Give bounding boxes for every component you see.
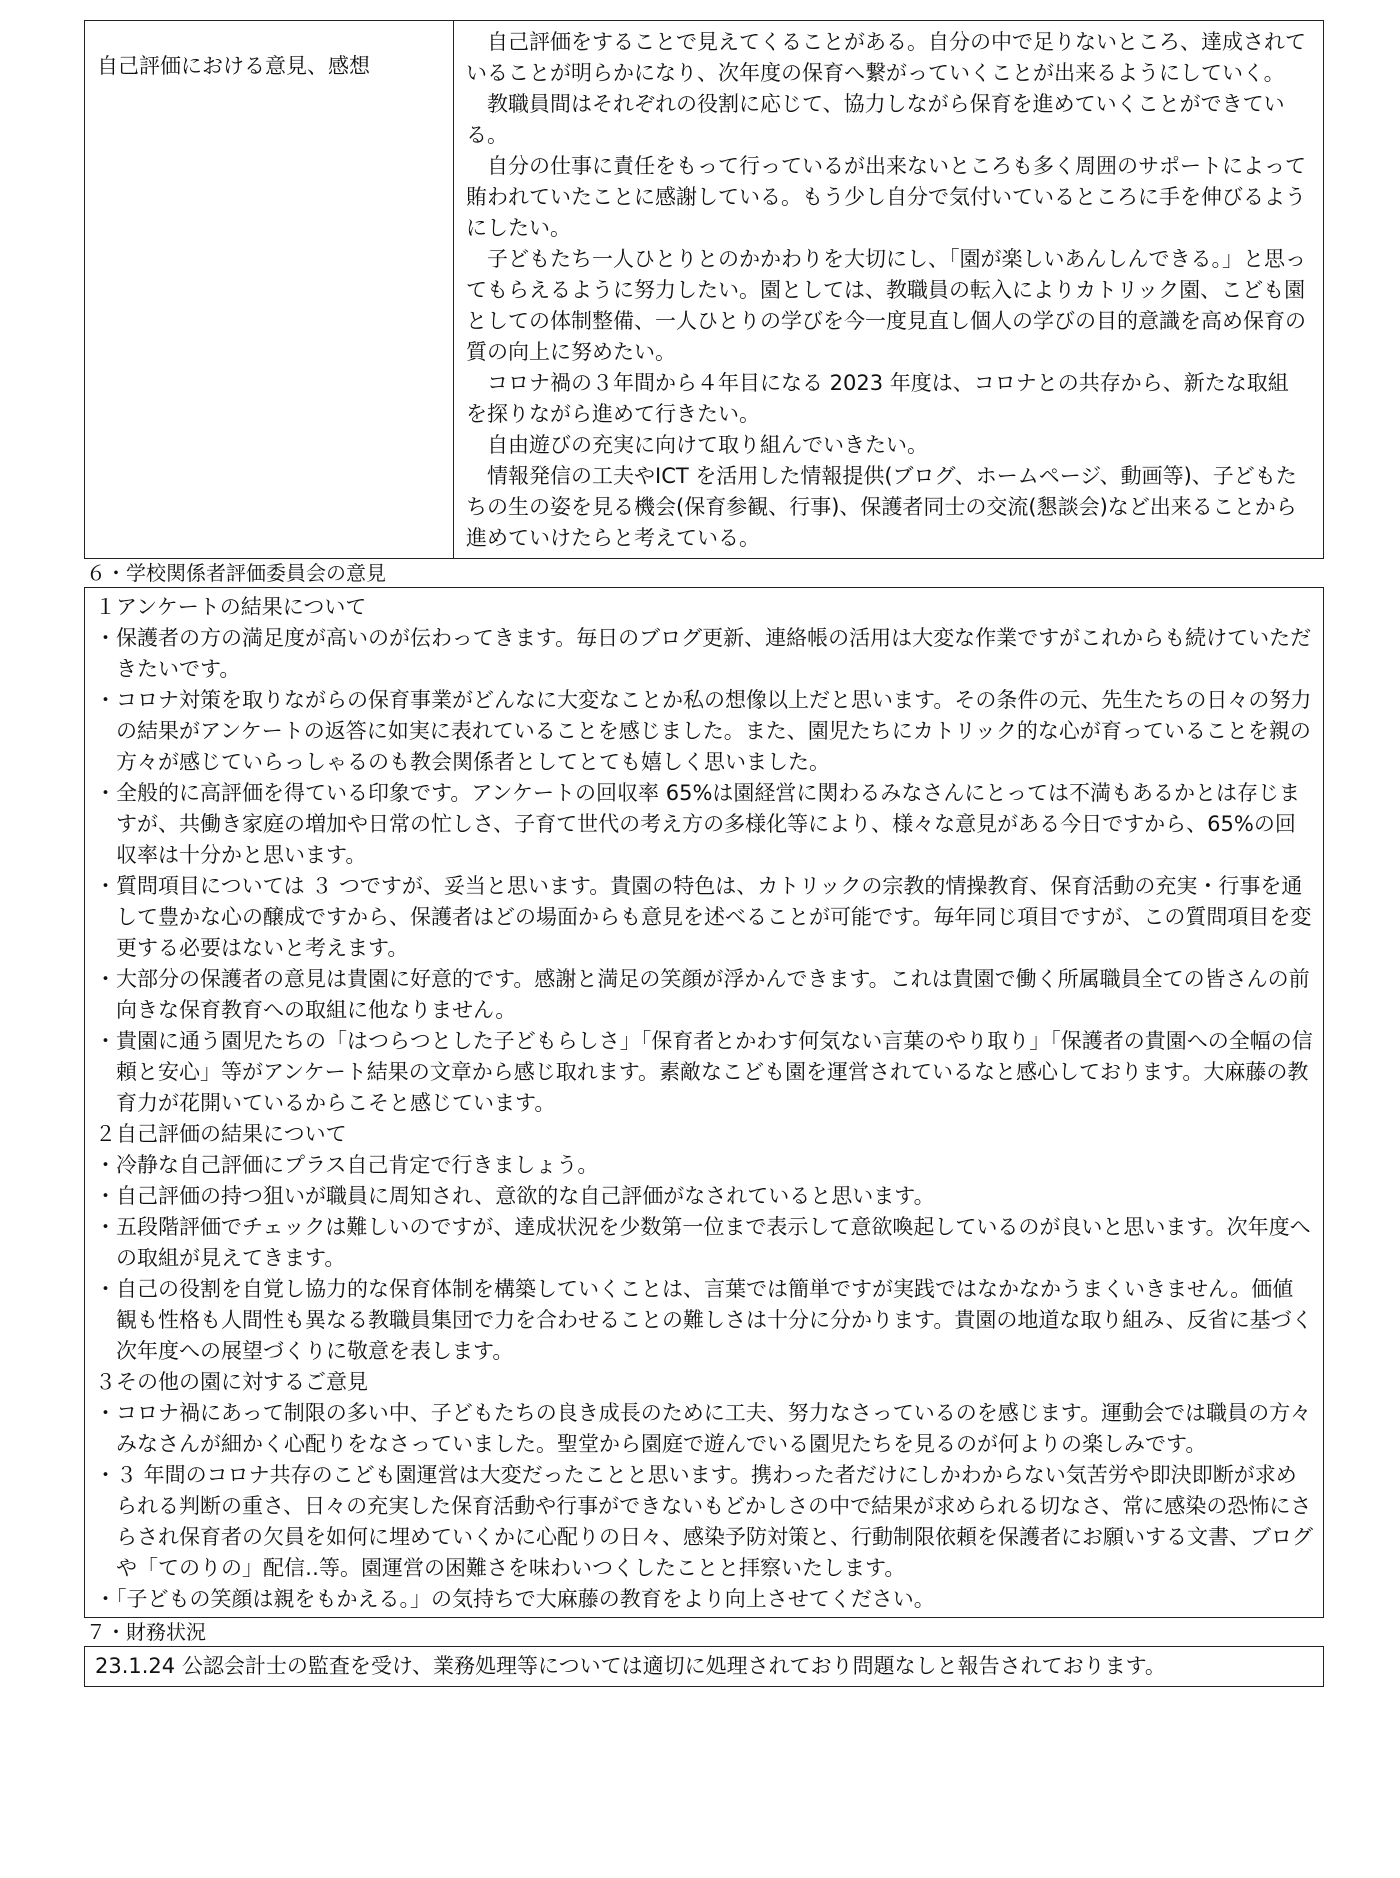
bullet-item: ・大部分の保護者の意見は貴園に好意的です。感謝と満足の笑顔が浮かんできます。これは貴園で働く所属職員全ての皆さんの前向きな保育教育への取組に他なりません。: [95, 967, 1310, 1022]
bullet-item: ・全般的に高評価を得ている印象です。アンケートの回収率 65%は園経営に関わるみなさんにとっては不満もあるかとは存じますが、共働き家庭の増加や日常の忙しさ、子育て世代の考え方の多様化等により、様々な意見がある今日ですから、65%の回収率は十分かと思います。: [95, 781, 1300, 867]
self-evaluation-paragraph: 自由遊びの充実に向けて取り組んでいきたい。: [487, 433, 928, 457]
self-evaluation-table: [84, 20, 1324, 559]
bullet-item: ・貴園に通う園児たちの「はつらつとした子どもらしさ」「保育者とかわす何気ない言葉のやり取り」「保護者の貴園への全幅の信頼と安心」等がアンケート結果の文章から感じ取れます。素敵なこども園を運営されているなと感心しております。大麻藤の教育力が花開いているからこそと感じています。: [95, 1029, 1313, 1115]
finance-box: [84, 1646, 1324, 1687]
bullet-item: ・質問項目については ３ つですが、妥当と思います。貴園の特色は、カトリックの宗教的情操教育、保育活動の充実・行事を通して豊かな心の醸成ですから、保護者はどの場面からも意見を述べることが可能です。毎年同じ項目ですが、この質問項目を変更する必要はないと考えます。: [95, 874, 1312, 960]
subsection-heading: １アンケートの結果について: [95, 595, 367, 619]
bullet-item: ・自己評価の持つ狙いが職員に周知され、意欲的な自己評価がなされていると思います。: [95, 1184, 935, 1208]
bullet-item: ・自己の役割を自覚し協力的な保育体制を構築していくことは、言葉では簡単ですが実践ではなかなかうまくいきません。価値観も性格も人間性も異なる教職員集団で力を合わせることの難しさは十分に分かります。貴園の地道な取り組み、反省に基づく次年度への展望づくりに敬意を表します。: [95, 1277, 1313, 1363]
bullet-item: ・「子どもの笑顔は親をもかえる。」の気持ちで大麻藤の教育をより向上させてください。: [95, 1587, 935, 1611]
committee-section-title: ６・学校関係者評価委員会の意見: [86, 561, 386, 585]
self-evaluation-paragraph: 子どもたち一人ひとりとのかかわりを大切にし、「園が楽しいあんしんできる。」と思ってもらえるように努力したい。園としては、教職員の転入によりカトリック園、こども園としての体制整備、一人ひとりの学びを今一度見直し個人の学びの目的意識を高め保育の質の向上に努めたい。: [466, 247, 1306, 364]
finance-section-title: ７・財務状況: [86, 1620, 206, 1644]
self-evaluation-paragraph: 自分の仕事に責任をもって行っているが出来ないところも多く周囲のサポートによって賄われていたことに感謝している。もう少し自分で気付いているところに手を伸びるようにしたい。: [466, 154, 1306, 240]
committee-opinion-box: [84, 587, 1324, 1618]
bullet-item: ・五段階評価でチェックは難しいのですが、達成状況を少数第一位まで表示して意欲喚起しているのが良いと思います。次年度への取組が見えてきます。: [95, 1215, 1311, 1270]
bullet-item: ・コロナ禍にあって制限の多い中、子どもたちの良き成長のために工夫、努力なさっているのを感じます。運動会では職員の方々みなさんが細かく心配りをなさっていました。聖堂から園庭で遊んでいる園児たちを見るのが何よりの楽しみです。: [95, 1401, 1312, 1456]
subsection-heading: ２自己評価の結果について: [95, 1122, 347, 1146]
bullet-item: ・保護者の方の満足度が高いのが伝わってきます。毎日のブログ更新、連絡帳の活用は大変な作業ですがこれからも続けていただきたいです。: [95, 626, 1312, 681]
finance-text: 23.1.24 公認会計士の監査を受け、業務処理等については適切に処理されており問題なしと報告されております。: [95, 1654, 1166, 1678]
self-evaluation-label: 自己評価における意見、感想: [85, 21, 454, 559]
self-evaluation-body: [454, 21, 1324, 559]
self-evaluation-paragraph: 教職員間はそれぞれの役割に応じて、協力しながら保育を進めていくことができている。: [466, 92, 1285, 147]
subsection-heading: ３その他の園に対するご意見: [95, 1370, 368, 1394]
bullet-item: ・３ 年間のコロナ共存のこども園運営は大変だったことと思います。携わった者だけにしかわからない気苦労や即決即断が求められる判断の重さ、日々の充実した保育活動や行事ができないもどかしさの中で結果が求められる切なさ、常に感染の恐怖にさらされ保育者の欠員を如何に埋めていくかに心配りの日々、感染予防対策と、行動制限依頼を保護者にお願いする文書、ブログや「てのりの」配信‥等。園運営の困難さを味わいつくしたことと拝察いたします。: [95, 1463, 1313, 1580]
self-evaluation-paragraph: 情報発信の工夫やICT を活用した情報提供(ブログ、ホームページ、動画等)、子どもたちの生の姿を見る機会(保育参観、行事)、保護者同士の交流(懇談会)など出来ることから進めていけたらと考えている。: [466, 464, 1297, 550]
bullet-item: ・冷静な自己評価にプラス自己肯定で行きましょう。: [95, 1153, 599, 1177]
self-evaluation-paragraph: 自己評価をすることで見えてくることがある。自分の中で足りないところ、達成されていることが明らかになり、次年度の保育へ繋がっていくことが出来るようにしていく。: [466, 30, 1306, 85]
document-page: [84, 20, 1324, 1687]
self-evaluation-paragraph: コロナ禍の３年間から４年目になる 2023 年度は、コロナとの共存から、新たな取組を探りながら進めて行きたい。: [466, 371, 1289, 426]
bullet-item: ・コロナ対策を取りながらの保育事業がどんなに大変なことか私の想像以上だと思います。その条件の元、先生たちの日々の努力の結果がアンケートの返答に如実に表れていることを感じました。また、園児たちにカトリック的な心が育っていることを親の方々が感じていらっしゃるのも教会関係者としてとても嬉しく思いました。: [95, 688, 1312, 774]
